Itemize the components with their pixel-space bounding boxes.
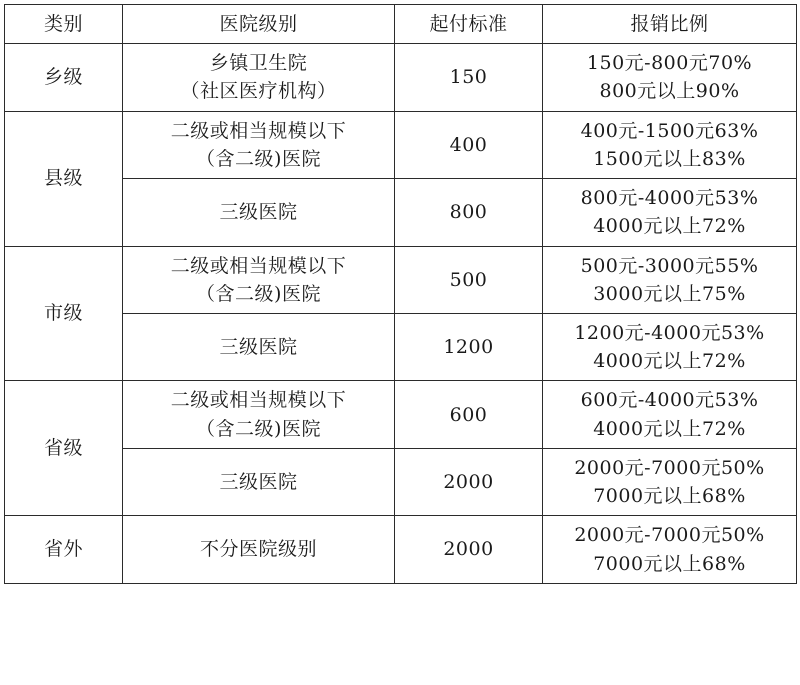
column-header-reimbursement-ratio: 报销比例 <box>543 5 797 44</box>
cell-deductible: 500 <box>395 246 543 313</box>
cell-line: 500元-3000元55% <box>580 254 759 277</box>
cell-hospital-level <box>123 381 395 448</box>
cell-hospital-level <box>123 44 395 111</box>
cell-line: 2000元-7000元50% <box>574 524 765 547</box>
cell-deductible: 800 <box>395 179 543 246</box>
column-header-category: 类别 <box>5 5 123 44</box>
cell-line: 4000元以上72% <box>593 350 746 373</box>
cell-line: 7000元以上68% <box>593 485 746 508</box>
cell-line: （含二级)医院 <box>196 282 321 305</box>
cell-ratio <box>543 111 797 178</box>
table-row <box>5 44 797 111</box>
cell-hospital-level <box>123 179 395 246</box>
cell-hospital-level <box>123 111 395 178</box>
cell-ratio <box>543 179 797 246</box>
cell-category: 省外 <box>5 516 123 583</box>
table-row <box>5 246 797 313</box>
cell-line: 1200元-4000元53% <box>574 321 765 344</box>
table-header <box>5 5 797 44</box>
cell-category: 县级 <box>5 111 123 246</box>
cell-line: 4000元以上72% <box>593 215 746 238</box>
cell-line: 4000元以上72% <box>593 417 746 440</box>
cell-line: 二级或相当规模以下 <box>170 119 347 142</box>
cell-line: 800元以上90% <box>599 80 740 103</box>
cell-line: 150元-800元70% <box>586 52 753 75</box>
cell-deductible: 600 <box>395 381 543 448</box>
cell-line: 二级或相当规模以下 <box>170 254 347 277</box>
cell-line: （社区医疗机构） <box>180 80 337 103</box>
cell-line: 3000元以上75% <box>593 282 746 305</box>
cell-ratio <box>543 448 797 515</box>
column-header-deductible: 起付标准 <box>395 5 543 44</box>
cell-hospital-level <box>123 516 395 583</box>
table-body <box>5 44 797 584</box>
table-row <box>5 313 797 380</box>
cell-deductible: 1200 <box>395 313 543 380</box>
table-row <box>5 516 797 583</box>
cell-deductible: 2000 <box>395 516 543 583</box>
cell-line: 乡镇卫生院 <box>209 52 308 75</box>
cell-line: 1500元以上83% <box>593 147 746 170</box>
cell-line: 三级医院 <box>219 336 298 359</box>
cell-ratio <box>543 44 797 111</box>
cell-hospital-level <box>123 313 395 380</box>
cell-ratio <box>543 381 797 448</box>
cell-line: 400元-1500元63% <box>580 119 759 142</box>
cell-line: 800元-4000元53% <box>580 187 759 210</box>
cell-hospital-level <box>123 246 395 313</box>
cell-line: 二级或相当规模以下 <box>170 389 347 412</box>
cell-ratio <box>543 313 797 380</box>
table-row <box>5 111 797 178</box>
cell-line: （含二级)医院 <box>196 417 321 440</box>
cell-line: 600元-4000元53% <box>580 389 759 412</box>
table-header-row <box>5 5 797 44</box>
cell-deductible: 400 <box>395 111 543 178</box>
cell-line: 三级医院 <box>219 201 298 224</box>
cell-category: 省级 <box>5 381 123 516</box>
cell-ratio <box>543 246 797 313</box>
cell-deductible: 150 <box>395 44 543 111</box>
cell-line: 2000元-7000元50% <box>574 456 765 479</box>
cell-line: 7000元以上68% <box>593 552 746 575</box>
table-row <box>5 381 797 448</box>
table-row <box>5 448 797 515</box>
cell-hospital-level <box>123 448 395 515</box>
cell-line: 不分医院级别 <box>199 538 317 561</box>
cell-category: 市级 <box>5 246 123 381</box>
cell-ratio <box>543 516 797 583</box>
column-header-hospital-level: 医院级别 <box>123 5 395 44</box>
reimbursement-table <box>4 4 797 584</box>
cell-line: （含二级)医院 <box>196 147 321 170</box>
table-row <box>5 179 797 246</box>
cell-category: 乡级 <box>5 44 123 111</box>
cell-deductible: 2000 <box>395 448 543 515</box>
cell-line: 三级医院 <box>219 470 298 493</box>
